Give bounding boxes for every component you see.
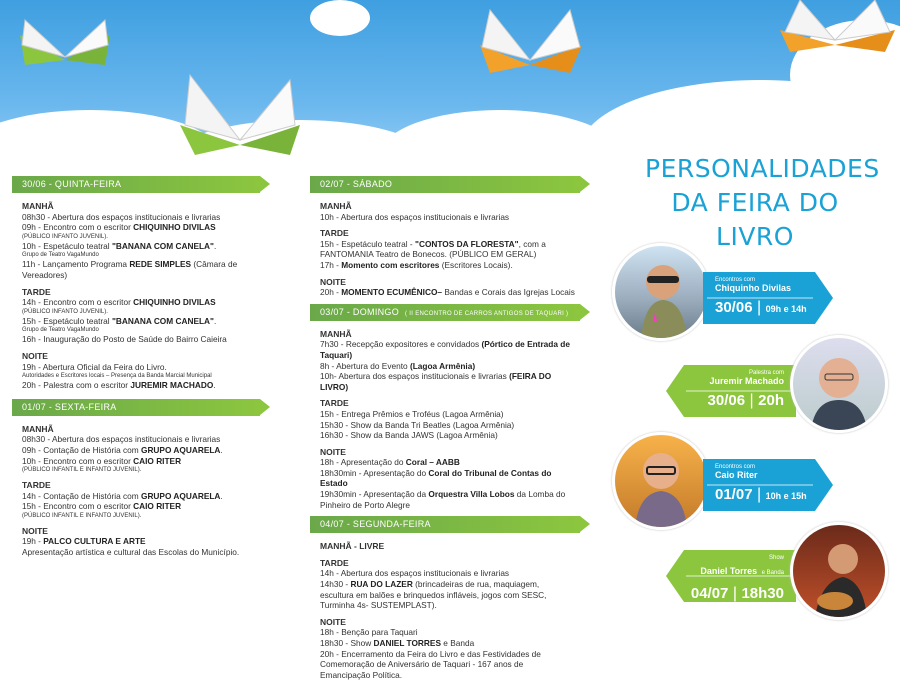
- line-text: FANTOMANIA Teatro de Bonecos. (PÚBLICO EM GERAL): [320, 249, 537, 260]
- personality-date: 30/06: [715, 299, 753, 316]
- day-section: [310, 516, 580, 680]
- period-title: MANHÃ: [320, 328, 352, 339]
- period-title: TARDE: [22, 480, 51, 491]
- line-text: 15h30 - Show da Banda Tri Beatles (Lagoa Armênia): [320, 419, 515, 430]
- period-title: MANHÃ: [320, 201, 352, 211]
- line-text: 8h - Abertura do Evento: [320, 360, 410, 371]
- schedule-line: [22, 466, 260, 474]
- schedule-line: [320, 249, 580, 260]
- day-header-band: [310, 176, 580, 193]
- schedule-line: [22, 316, 260, 327]
- avatar-daniel-torres: [790, 522, 888, 620]
- schedule-line: [320, 600, 580, 611]
- avatar-juremir-machado: [790, 335, 888, 433]
- schedule-line: [320, 430, 580, 441]
- day-label: 02/07 - SÁBADO: [320, 179, 393, 189]
- highlight-text: Momento com escritores: [341, 259, 440, 270]
- schedule-line: [320, 670, 580, 681]
- schedule-line: [320, 659, 580, 670]
- schedule-line: [22, 547, 260, 558]
- line-text: (PÚBLICO INFANTO JUVENIL).: [22, 233, 108, 240]
- title-line-2: DA FEIRA DO LIVRO: [671, 188, 839, 251]
- schedule-line: [320, 500, 580, 511]
- day-section: [310, 176, 580, 298]
- sky-banner: [0, 0, 900, 175]
- line-text: 18h30min - Apresentação do: [320, 467, 429, 478]
- line-text: .: [213, 240, 217, 251]
- schedule-line: [22, 233, 260, 241]
- period-title: MANHÃ - LIVRE: [320, 541, 385, 552]
- highlight-text: Coral – AABB: [405, 457, 460, 468]
- line-text: 10h - Espetáculo teatral: [22, 240, 112, 251]
- highlight-text: Orquestra Villa Lobos: [428, 489, 515, 500]
- line-text: 08h30 - Abertura dos espaços institucionais e livrarias: [22, 434, 221, 445]
- line-text: escultura em balões e brinquedos infláveis, jogos com SESC,: [320, 589, 547, 600]
- line-text: 11h - Lançamento Programa: [22, 259, 130, 270]
- highlight-text: CHIQUINHO DIVILAS: [133, 297, 216, 308]
- personality-role: Palestra com: [748, 370, 784, 376]
- line-text: 19h30min - Apresentação da: [320, 489, 429, 500]
- line-text: Grupo de Teatro VagaMundo: [22, 327, 99, 334]
- schedule-line: [320, 590, 580, 601]
- personality-role: Encontros com: [715, 464, 756, 470]
- period-block: [320, 277, 580, 298]
- line-text: Grupo de Teatro VagaMundo: [22, 252, 99, 259]
- line-text: Autoridades e Escritores locais – Presença da Banda Marcial Municipal: [22, 373, 212, 380]
- schedule-line: [320, 260, 580, 271]
- day-header-band: [12, 176, 260, 193]
- line-text: 08h30 - Abertura dos espaços institucionais e livrarias: [22, 211, 221, 222]
- personality-time: 09h e 14h: [765, 304, 807, 314]
- line-text: (Câmara de Vereadores): [22, 259, 238, 280]
- highlight-text: "BANANA COM CANELA": [111, 315, 214, 326]
- line-text: 15h - Espetáculo teatral -: [320, 238, 416, 249]
- schedule-line: [22, 380, 260, 391]
- schedule-line: [320, 212, 580, 223]
- personality-role: Encontros com: [715, 277, 756, 283]
- highlight-text: RUA DO LAZER: [350, 579, 413, 590]
- highlight-text: Coral do Tribunal de Contas do Estado: [320, 467, 552, 489]
- line-text: 7h30 - Recepção expositores e convidados: [320, 339, 482, 350]
- title-line-1: PERSONALIDADES: [645, 154, 880, 183]
- personality-name: Chiquinho Divilas: [715, 283, 792, 293]
- personality-name-suffix: e Banda: [761, 570, 784, 576]
- line-text: da Lomba do: [514, 489, 566, 500]
- line-text: .: [220, 490, 223, 501]
- highlight-text: CHIQUINHO DIVILAS: [133, 222, 216, 233]
- schedule-line: [320, 468, 580, 489]
- schedule-line: [22, 212, 260, 223]
- personality-date: 30/06: [707, 392, 746, 409]
- flying-book-icon: [470, 5, 590, 75]
- period-block: [320, 329, 580, 393]
- day-header-band: [310, 516, 580, 533]
- line-text: 16h - Inauguração do Posto de Saúde do Bairro Caieira: [22, 334, 227, 345]
- highlight-text: CAIO RITER: [133, 455, 182, 466]
- day-subtitle: ( II ENCONTRO DE CARROS ANTIGOS DE TAQUARI ): [405, 310, 569, 317]
- day-label: 03/07 - DOMINGO: [320, 306, 400, 317]
- line-text: 20h - Palestra com o escritor: [22, 380, 131, 391]
- schedule-line: [22, 334, 260, 345]
- highlight-text: PALCO CULTURA E ARTE: [43, 536, 146, 547]
- line-text: 18h - Apresentação do: [320, 457, 406, 468]
- period-block: [320, 228, 580, 270]
- flying-book-icon: [170, 70, 310, 160]
- line-text: 19h -: [22, 536, 44, 547]
- schedule-line: [320, 627, 580, 638]
- highlight-text: JUREMIR MACHADO: [130, 380, 214, 391]
- line-text: Pinheiro de Porto Alegre: [320, 499, 410, 510]
- line-text: 14h30 -: [320, 579, 351, 590]
- line-text: 16h30 - Show da Banda JAWS (Lagoa Armênia): [320, 430, 498, 441]
- day-header-band: [12, 399, 260, 416]
- day-section: [310, 304, 580, 511]
- period-block: [22, 351, 260, 391]
- line-text: 09h - Encontro com o escritor: [22, 222, 134, 233]
- period-title: NOITE: [22, 525, 48, 536]
- period-title: NOITE: [22, 350, 48, 361]
- schedule-line: [320, 371, 580, 392]
- line-text: (Escritores Locais).: [439, 259, 513, 270]
- highlight-text: (Pórtico de Entrada de Taquari): [320, 339, 570, 360]
- schedule-line: [22, 308, 260, 316]
- schedule-line: [320, 420, 580, 431]
- line-text: 10h - Encontro com o escritor: [22, 455, 134, 466]
- period-block: [320, 447, 580, 511]
- schedule-line: [22, 241, 260, 252]
- line-text: Apresentação artística e cultural das Escolas do Município.: [22, 547, 240, 558]
- highlight-text: MOMENTO ECUMÊNICO–: [341, 287, 443, 298]
- schedule-line: [22, 362, 260, 373]
- line-text: (PÚBLICO INFANTIL E INFANTO JUVENIL).: [22, 512, 142, 519]
- period-block: [320, 201, 580, 222]
- period-title: NOITE: [320, 276, 346, 287]
- day-label: 01/07 - SEXTA-FEIRA: [22, 401, 117, 412]
- period-title: TARDE: [22, 286, 51, 297]
- period-block: [320, 558, 580, 611]
- line-text: Turminha 4s- SUSTEMPLAST).: [320, 600, 437, 611]
- line-text: 14h - Abertura dos espaços institucionais e livrarias: [320, 568, 510, 579]
- line-text: e Banda: [440, 638, 475, 648]
- schedule-line: [320, 579, 580, 590]
- line-text: 15h - Entrega Prêmios e Troféus (Lagoa Armênia): [320, 408, 504, 419]
- schedule-line: [22, 326, 260, 334]
- schedule-line: [22, 501, 260, 512]
- schedule-line: [22, 512, 260, 520]
- personality-date: 01/07: [715, 486, 753, 503]
- personality-time: 10h e 15h: [765, 491, 807, 501]
- period-block: [320, 398, 580, 440]
- personality-juremir-machado: Palestra com Juremir Machado 30/06 | 20h: [666, 365, 796, 417]
- personality-role: Show: [768, 555, 784, 561]
- line-text: Emancipação Política.: [320, 669, 403, 680]
- period-block: [320, 541, 580, 552]
- period-title: TARDE: [320, 557, 349, 568]
- line-text: (PÚBLICO INFANTIL E INFANTO JUVENIL).: [22, 467, 142, 474]
- highlight-text: GRUPO AQUARELA: [140, 490, 221, 501]
- schedule-line: [320, 409, 580, 420]
- personality-name: Caio Riter: [715, 470, 758, 480]
- line-text: 15h - Encontro com o escritor: [22, 501, 134, 512]
- schedule-line: [22, 222, 260, 233]
- period-title: MANHÃ: [22, 201, 54, 211]
- schedule-line: [22, 491, 260, 502]
- highlight-text: (FEIRA DO LIVRO): [320, 371, 552, 392]
- line-text: 15h - Espetáculo teatral: [22, 315, 112, 326]
- line-text: , com a: [518, 238, 546, 249]
- schedule-line: [320, 361, 580, 372]
- period-block: [22, 424, 260, 474]
- schedule-line: [320, 649, 580, 660]
- highlight-text: GRUPO AQUARELA: [140, 444, 221, 455]
- day-label: 04/07 - SEGUNDA-FEIRA: [320, 519, 431, 530]
- period-title: MANHÃ: [22, 423, 54, 434]
- line-text: (PÚBLICO INFANTO JUVENIL).: [22, 308, 108, 315]
- period-block: [22, 526, 260, 558]
- line-text: (brincadeiras de rua, maquiagem,: [412, 579, 540, 590]
- line-text: .: [213, 315, 217, 326]
- highlight-text: CAIO RITER: [133, 501, 182, 512]
- personality-daniel-torres: Show Daniel Torres e Banda 04/07 | 18h30: [666, 550, 796, 602]
- schedule-line: [22, 372, 260, 380]
- schedule-line: [22, 445, 260, 456]
- avatar-caio-riter: [612, 432, 710, 530]
- schedule-line: [22, 259, 260, 280]
- personality-caio-riter: Encontros com Caio Riter 01/07 | 10h e 15h: [703, 459, 833, 511]
- schedule-line: [22, 297, 260, 308]
- line-text: 20h -: [320, 287, 342, 298]
- svg-text:k: k: [653, 314, 659, 325]
- period-title: TARDE: [320, 228, 349, 239]
- line-text: 18h - Benção para Taquari: [320, 627, 418, 638]
- day-section: [12, 399, 260, 558]
- flying-book-icon: [775, 0, 900, 55]
- line-text: 17h -: [320, 259, 342, 270]
- line-text: .: [213, 380, 216, 391]
- highlight-text: REDE SIMPLES: [129, 259, 192, 270]
- schedule-line: [22, 536, 260, 547]
- schedule-column-left: [12, 176, 260, 564]
- personality-time: 20h: [758, 392, 784, 409]
- line-text: 18h30 - Show: [320, 638, 374, 648]
- highlight-text: "BANANA COM CANELA": [111, 240, 214, 251]
- line-text: 14h - Encontro com o escritor: [22, 297, 134, 308]
- line-text: 10h- Abertura dos espaços institucionais e livrarias: [320, 371, 510, 382]
- line-text: .: [220, 444, 223, 455]
- period-block: [22, 287, 260, 345]
- highlight-text: (Lagoa Armênia): [409, 360, 476, 371]
- period-title: TARDE: [320, 398, 349, 409]
- period-block: [22, 480, 260, 520]
- schedule-column-middle: [310, 176, 580, 686]
- period-block: [22, 201, 260, 281]
- schedule-line: [320, 489, 580, 500]
- period-block: [320, 617, 580, 681]
- line-text: 14h - Contação de História com: [22, 490, 141, 501]
- highlight-text: DANIEL TORRES: [373, 638, 441, 648]
- flying-book-icon: [10, 15, 120, 70]
- schedule-line: [320, 287, 580, 298]
- personality-name: Daniel Torres: [700, 566, 758, 576]
- day-label: 30/06 - QUINTA-FEIRA: [22, 179, 122, 189]
- schedule-line: [22, 456, 260, 467]
- schedule-line: [320, 239, 580, 250]
- line-text: Bandas e Corais das Igrejas Locais: [442, 287, 575, 298]
- period-title: NOITE: [320, 446, 346, 457]
- schedule-line: [320, 568, 580, 579]
- highlight-text: "CONTOS DA FLORESTA": [415, 238, 519, 249]
- avatar-chiquinho-divilas: [612, 243, 710, 341]
- line-text: 09h - Contação de História com: [22, 444, 141, 455]
- cloud: [310, 0, 370, 36]
- day-header-band: [310, 304, 580, 321]
- line-text: Comemoração de Aniversário de Taquari - 167 anos de: [320, 659, 524, 670]
- schedule-line: [22, 434, 260, 445]
- line-text: 20h - Encerramento da Feira do Livro e das Festividades de: [320, 648, 541, 659]
- schedule-line: [320, 457, 580, 468]
- day-section: [12, 176, 260, 391]
- personality-name: Juremir Machado: [709, 376, 784, 386]
- personality-chiquinho-divilas: Encontros com Chiquinho Divilas 30/06 | 09h e 14h: [703, 272, 833, 324]
- schedule-line: [22, 251, 260, 259]
- personality-date: 04/07: [690, 585, 729, 602]
- line-text: 19h - Abertura Oficial da Feira do Livro.: [22, 361, 167, 372]
- line-text: 10h - Abertura dos espaços institucionais e livrarias: [320, 211, 510, 222]
- personality-time: 18h30: [741, 585, 784, 602]
- period-title: NOITE: [320, 616, 346, 627]
- page-title: [645, 152, 880, 254]
- schedule-line: [320, 638, 580, 649]
- schedule-line: [320, 339, 580, 360]
